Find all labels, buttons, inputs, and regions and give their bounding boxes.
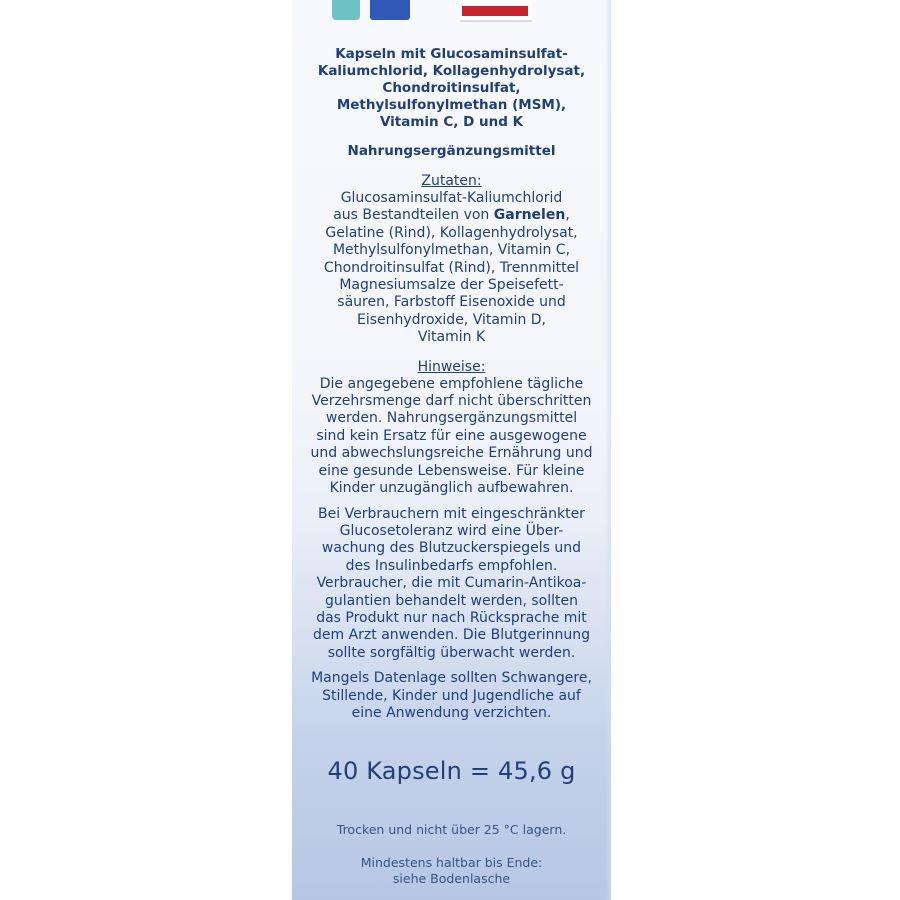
- notes-line: wachung des Blutzuckerspiegels und: [321, 540, 582, 557]
- notes-line: Verzehrsmenge darf nicht überschritten: [311, 393, 592, 410]
- ingredients-suffix: ,: [565, 207, 570, 224]
- notes-line: Verbraucher, die mit Cumarin-Antikoa-: [316, 575, 587, 592]
- notes-paragraph-2: [292, 506, 611, 663]
- notes-line: Glucosetoleranz wird eine Über-: [339, 522, 564, 539]
- top-strip: [292, 0, 611, 24]
- package-quantity: 40 Kapseln = 45,6 g: [327, 757, 576, 786]
- allergen-highlight: Garnelen: [493, 207, 566, 224]
- ingredients-line: Magnesiumsalze der Speisefett-: [339, 277, 564, 294]
- label-text: [292, 46, 611, 887]
- blue-package-thumbnail: [370, 0, 410, 20]
- notes-line: sind kein Ersatz für eine ausgewogene: [316, 427, 587, 444]
- notes-line: Stillende, Kinder und Jugendliche auf: [322, 687, 581, 704]
- best-before-line: Mindestens haltbar bis Ende:: [360, 855, 543, 871]
- description-line: Vitamin C, D und K: [379, 114, 524, 130]
- notes-line: und abwechslungsreiche Ernährung und: [310, 445, 593, 462]
- description-line: Methylsulfonylmethan (MSM),: [336, 97, 567, 113]
- notes-line: das Produkt nur nach Rücksprache mit: [316, 609, 587, 626]
- ingredients-line: Vitamin K: [417, 329, 486, 346]
- notes-line: dem Arzt anwenden. Die Blutgerinnung: [313, 627, 590, 644]
- notes-line: eine gesunde Lebensweise. Für kleine: [318, 462, 585, 479]
- ingredients-line: Methylsulfonylmethan, Vitamin C,: [332, 242, 571, 259]
- description-line: Kapseln mit Glucosaminsulfat-: [335, 46, 568, 62]
- notes-line: eine Anwendung verzichten.: [351, 704, 552, 721]
- product-category: Nahrungsergänzungsmittel: [347, 143, 556, 159]
- description-line: Kaliumchlorid, Kollagenhydrolysat,: [317, 63, 586, 79]
- notes-line: sollte sorgfältig überwacht werden.: [327, 644, 576, 661]
- package-side-panel: [292, 0, 611, 900]
- notes-line: des Insulinbedarfs empfohlen.: [345, 557, 558, 574]
- notes-title: Hinweise:: [417, 358, 486, 375]
- ingredients-line-allergen: [292, 207, 611, 224]
- ingredients-line: Chondroitinsulfat (Rind), Trennmittel: [323, 259, 580, 276]
- storage-instructions: Trocken und nicht über 25 °C lagern.: [336, 822, 567, 838]
- notes-line: Mangels Datenlage sollten Schwangere,: [311, 670, 592, 687]
- best-before: [292, 855, 611, 887]
- product-description: [292, 46, 611, 131]
- ingredients-line: Eisenhydroxide, Vitamin D,: [356, 311, 547, 328]
- ingredients-title: Zutaten:: [421, 173, 482, 189]
- notes-line: Die angegebene empfohlene tägliche: [319, 375, 584, 392]
- red-package-thumbnail: [460, 0, 532, 22]
- ingredients-line: Gelatine (Rind), Kollagenhydrolysat,: [325, 224, 578, 241]
- notes-paragraph-1: [292, 376, 611, 498]
- notes-line: Kinder unzugänglich aufbewahren.: [329, 480, 574, 497]
- notes-line: gulantien behandelt werden, sollten: [324, 592, 579, 609]
- ingredients-line: säuren, Farbstoff Eisenoxide und: [337, 294, 566, 311]
- panel-edge-shadow: [605, 0, 611, 900]
- ingredients-prefix: aus Bestandteilen von: [333, 207, 494, 224]
- ingredients-list: [292, 190, 611, 347]
- notes-line: werden. Nahrungsergänzungsmittel: [325, 410, 578, 427]
- description-line: Chondroitinsulfat,: [382, 80, 521, 96]
- ingredients-line: Glucosaminsulfat-Kaliumchlorid: [340, 190, 563, 206]
- best-before-line: siehe Bodenlasche: [392, 871, 511, 887]
- notes-line: Bei Verbrauchern mit eingeschränkter: [318, 505, 585, 522]
- teal-package-thumbnail: [332, 0, 360, 20]
- notes-paragraph-3: [292, 670, 611, 722]
